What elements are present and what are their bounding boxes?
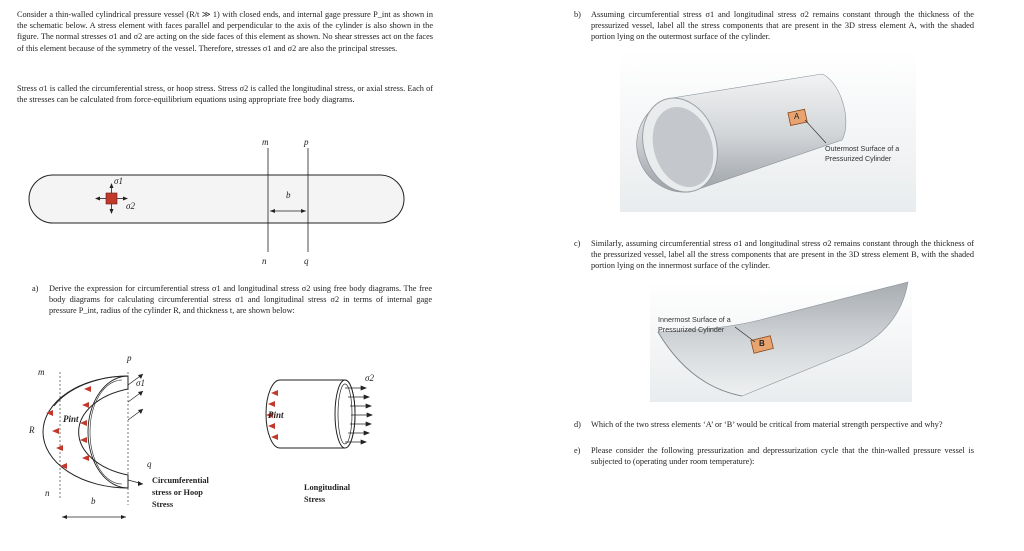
fbd-long-label-pint: Pint bbox=[268, 410, 284, 420]
question-c-key: c) bbox=[574, 239, 581, 248]
fbd-hoop-label-b: b bbox=[91, 496, 96, 506]
fbd-hoop-caption-line: stress or Hoop bbox=[152, 488, 203, 497]
schematic-label-b: b bbox=[286, 190, 291, 200]
question-b-text: Assuming circumferential stress σ1 and longitudinal stress σ2 remains constant through the thickness of the pressurized vessel, label all the stress components that are present in the 3D stress element A, with the shaded portion lying on the outermost surface of the cylinder. bbox=[591, 10, 974, 42]
question-d bbox=[574, 419, 974, 430]
question-e-key: e) bbox=[574, 446, 581, 455]
question-e-text: Please consider the following pressurization and depressurization cycle that the thin-walled pressure vessel is subjected to (operating under room temperature): bbox=[591, 446, 974, 467]
fbd-long-caption-line: Stress bbox=[304, 495, 326, 504]
question-a-key: a) bbox=[32, 284, 39, 293]
outer-surface-callout-line: Outermost Surface of a bbox=[825, 144, 900, 153]
fbd-long-caption-line: Longitudinal bbox=[304, 483, 351, 492]
fbd-hoop-caption-line: Circumferential bbox=[152, 476, 209, 485]
intro-paragraph-1: Consider a thin-walled cylindrical pressure vessel (R/t ≫ 1) with closed ends, and internal gage pressure P_int as shown in the schematic below. A stress element with faces parallel and perpendicular to the axis of the cylinder is also shown in the figure. The normal stresses σ1 and σ2 are acting on the side faces of this element as shown. No shear stresses act on the faces of this element because of the symmetry of the vessel. Therefore, stresses σ1 and σ2 are also the principal stresses. bbox=[17, 10, 433, 53]
question-b-key: b) bbox=[574, 10, 581, 19]
inner-surface-callout-line: Innermost Surface of a bbox=[658, 315, 731, 324]
question-c-text: Similarly, assuming circumferential stress σ1 and longitudinal stress σ2 remains constant through the thickness of the pressurized vessel, label all the stress components that are present in the 3D stress element B, with the shaded portion lying on the innermost surface of the cylinder. bbox=[591, 239, 974, 271]
schematic-label-sigma1: σ1 bbox=[114, 176, 123, 186]
fbd-hoop-label-R: R bbox=[29, 425, 35, 435]
stress-element-a-label: A bbox=[794, 112, 800, 121]
fbd-hoop-caption-line: Stress bbox=[152, 500, 174, 509]
fbd-hoop-label-p: p bbox=[127, 353, 132, 363]
question-d-text: Which of the two stress elements ‘A’ or ‘B’ would be critical from material strength perspective and why? bbox=[591, 420, 943, 429]
fbd-long-label-sigma2: σ2 bbox=[365, 373, 374, 383]
question-d-key: d) bbox=[574, 420, 581, 429]
fbd-hoop-label-n: n bbox=[45, 488, 50, 498]
question-a-text: Derive the expression for circumferential stress σ1 and longitudinal stress σ2 using free body diagrams. The free body diagrams for calculating circumferential stress σ1 and longitudinal stress σ2 in terms of internal gage pressure P_int, radius of the cylinder R, and thickness t, are shown below: bbox=[49, 284, 432, 316]
schematic-label-q: q bbox=[304, 256, 309, 266]
inner-surface-callout bbox=[658, 315, 731, 334]
outer-surface-callout-line: Pressurized Cylinder bbox=[825, 153, 892, 163]
fbd-hoop-label-pint: Pint bbox=[63, 414, 79, 424]
fbd-hoop-label-q: q bbox=[147, 459, 152, 469]
schematic-label-sigma2: σ2 bbox=[126, 201, 135, 211]
stress-element-b-label: B bbox=[759, 339, 765, 348]
schematic-label-n: n bbox=[262, 256, 267, 266]
schematic-label-p: p bbox=[304, 137, 309, 147]
schematic-label-m: m bbox=[262, 137, 269, 147]
intro-paragraph-2: Stress σ1 is called the circumferential stress, or hoop stress. Stress σ2 is called the longitudinal stress, or axial stress. Each of the stresses can be calculated from force-equilibrium equations using appropriate free body diagrams. bbox=[17, 84, 433, 105]
question-e bbox=[574, 445, 974, 467]
fbd-hoop-label-sigma1: σ1 bbox=[136, 378, 145, 388]
inner-surface-callout-line: Pressurized Cylinder bbox=[658, 324, 725, 334]
fbd-hoop-label-m: m bbox=[38, 367, 45, 377]
